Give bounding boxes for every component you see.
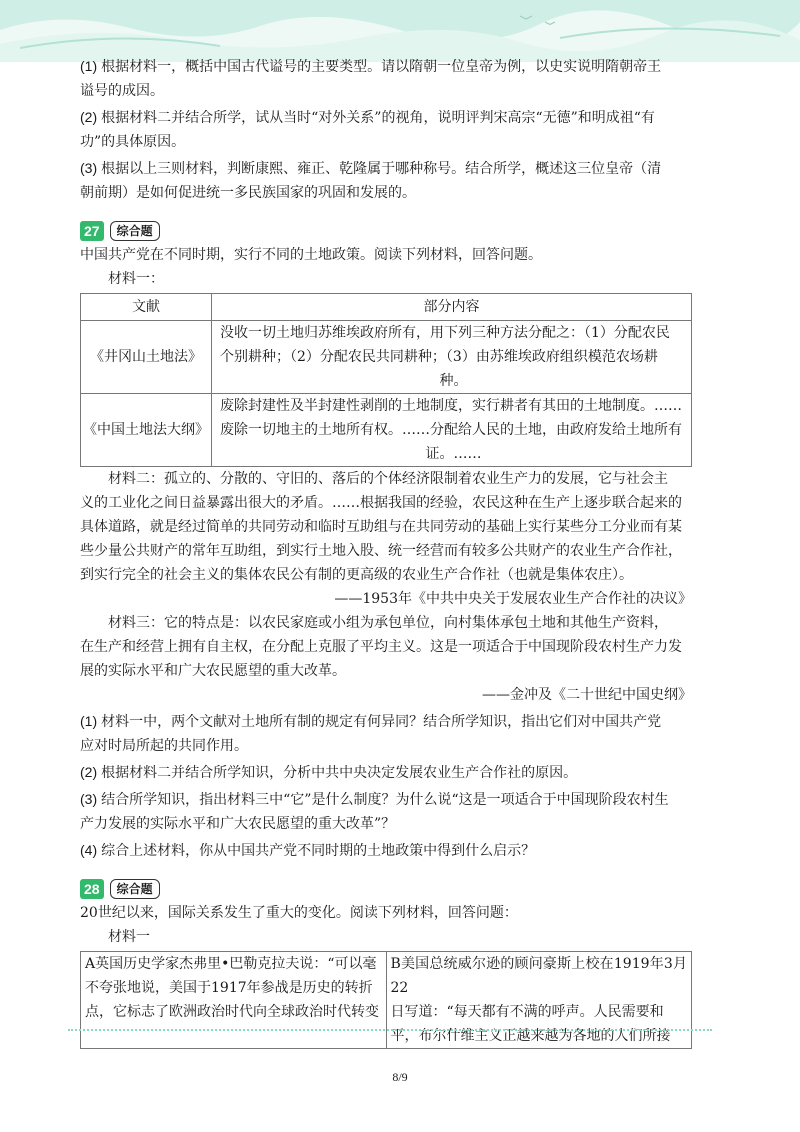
column-header: 部分内容 <box>212 294 692 321</box>
q27-part-1: (1) 材料一中，两个文献对土地所有制的规定有何异同？结合所学知识，指出它们对中国共产党 应对时局所起的共同作用。 <box>80 713 662 754</box>
table-row <box>81 321 692 394</box>
document-title: 《井冈山土地法》 <box>81 321 212 394</box>
q28-heading <box>80 879 692 899</box>
part-number: (1) <box>80 58 98 74</box>
q26-part-3: (3) 根据以上三则材料，判断康熙、雍正、乾隆属于哪种称号。结合所学，概述这三位皇帝（清 朝前期）是如何促进统一多民族国家的巩固和发展的。 <box>80 160 662 201</box>
q27-part-2: (2) 根据材料二并结合所学知识，分析中共中央决定发展农业生产合作社的原因。 <box>80 764 578 781</box>
table-header-row <box>81 294 692 321</box>
document-title: 《中国土地法大纲》 <box>81 394 212 467</box>
q26-part-2: (2) 根据材料二并结合所学，试从当时“对外关系”的视角，说明评判宋高宗“无德”和明成祖“有 功”的具体原因。 <box>80 109 655 150</box>
q27-heading <box>80 221 692 241</box>
q27-intro: 中国共产党在不同时期，实行不同的土地政策。阅读下列材料，回答问题。 <box>80 247 542 263</box>
material-source: ——金冲及《二十世纪中国史纲》 <box>482 687 692 703</box>
table-row <box>81 394 692 467</box>
footer-divider <box>68 1029 712 1031</box>
q27-material2: 材料二：孤立的、分散的、守旧的、落后的个体经济限制着农业生产力的发展，它与社会主 义的工业化之间日益暴露出很大的矛盾。……根据我国的经验，农民这种在生产上逐步联合起来的 具体道路，就是经过简单的共同劳动和临时互助组与在共同劳动的基础上实行某些分工分业而有某 些少量公共财产的常年互助组，到实行土地入股、统一经营而有较多公共财产的农业生产合作社， 到实行完全的社会主义的集体农民公有制的更高级的农业生产合作社（也就是集体农庄）。 ——1953年《中共中央关于发展农业生产合作社的决议》 <box>80 467 692 611</box>
part-number: (3) <box>80 791 98 807</box>
q27-material3: 材料三：它的特点是：以农民家庭或小组为承包单位，向村集体承包土地和其他生产资料， 在生产和经营上拥有自主权，在分配上克服了平均主义。这是一项适合于中国现阶段农村生产力发 展的实际水平和广大农民愿望的重大改革。 ——金冲及《二十世纪中国史纲》 <box>80 611 692 707</box>
page-number: 8/9 <box>392 1070 408 1084</box>
table-row <box>81 952 692 1049</box>
material-cell-a: A英国历史学家杰弗里•巴勒克拉夫说：“可以毫 不夸张地说，美国于1917年参战是历史的转折 点，它标志了欧洲政治时代向全球政治时代转变 <box>81 952 387 1049</box>
question-type-tag: 综合题 <box>110 879 160 899</box>
page-content <box>80 54 692 1049</box>
q27-parts <box>80 709 692 863</box>
q27-part-4: (4) 综合上述材料，你从中国共产党不同时期的土地政策中得到什么启示？ <box>80 842 536 859</box>
question-type-tag: 综合题 <box>110 221 160 241</box>
question-number-badge: 28 <box>80 879 104 899</box>
q26-part-1: (1) 根据材料一，概括中国古代谥号的主要类型。请以隋朝一位皇帝为例，以史实说明隋朝帝王 谥号的成因。 <box>80 58 662 99</box>
part-number: (2) <box>80 764 98 780</box>
column-header: 文献 <box>81 294 212 321</box>
q27-material1-table <box>80 293 692 467</box>
part-number: (1) <box>80 713 98 729</box>
q28-material1-label: 材料一 <box>108 929 150 945</box>
document-excerpt: 废除封建性及半封建性剥削的土地制度，实行耕者有其田的土地制度。…… 废除一切地主的土地所有权。……分配给人民的土地，由政府发给土地所有 证。…… <box>212 394 692 467</box>
q28-material1-table <box>80 951 692 1049</box>
question-number-badge: 27 <box>80 221 104 241</box>
q26-parts <box>80 54 692 205</box>
part-number: (4) <box>80 842 98 858</box>
q27-material1-label: 材料一： <box>108 271 164 287</box>
header-decoration <box>0 0 800 62</box>
q27-part-3: (3) 结合所学知识，指出材料三中“它”是什么制度？为什么说“这是一项适合于中国现阶段农村生 产力发展的实际水平和广大农民愿望的重大改革”？ <box>80 791 669 832</box>
part-number: (2) <box>80 109 98 125</box>
material-source: ——1953年《中共中央关于发展农业生产合作社的决议》 <box>334 591 692 607</box>
document-excerpt: 没收一切土地归苏维埃政府所有，用下列三种方法分配之：（1）分配农民 个别耕种；（2）分配农民共同耕种；（3）由苏维埃政府组织模范农场耕 种。 <box>212 321 692 394</box>
material-cell-b: B美国总统威尔逊的顾问豪斯上校在1919年3月22 日写道：“每天都有不满的呼声。人民需要和 平，布尔什维主义正越来越为各地的人们所接 <box>386 952 692 1049</box>
part-number: (3) <box>80 160 98 176</box>
q28-intro: 20世纪以来，国际关系发生了重大的变化。阅读下列材料，回答问题： <box>80 905 518 921</box>
